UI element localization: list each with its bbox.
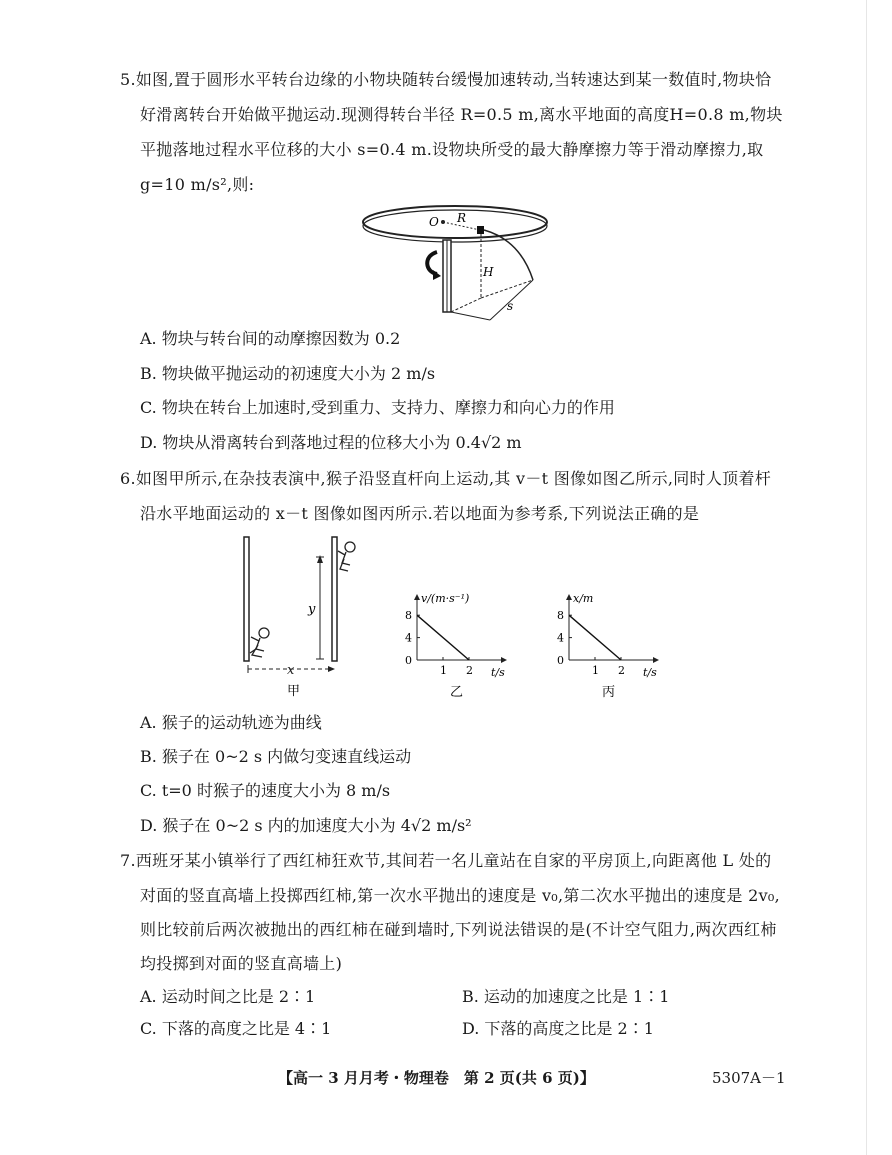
scan-edge-divider — [866, 0, 867, 1155]
chart-yi — [393, 583, 533, 703]
q5-line-3: 平抛落地过程水平位移的大小 s=0.4 m.设物块所受的最大静摩擦力等于滑动摩擦力,取 — [140, 140, 764, 159]
monkey-pole-figure — [232, 533, 362, 698]
x-tick-label: 2 — [466, 664, 473, 677]
page-footer: 【高一 3 月月考・物理卷 第 2 页(共 6 页)】 — [278, 1069, 595, 1087]
chart-caption: 乙 — [450, 685, 464, 700]
q5-option-c: C. 物块在转台上加速时,受到重力、支持力、摩擦力和向心力的作用 — [140, 398, 615, 417]
x-tick-label: 1 — [440, 664, 447, 677]
q5-line-1: 5.如图,置于圆形水平转台边缘的小物块随转台缓慢加速转动,当转速达到某一数值时,物块恰 — [120, 70, 772, 89]
q7-line-4: 均投掷到对面的竖直高墙上) — [140, 954, 343, 973]
q7-line-1: 7.西班牙某小镇举行了西红柿狂欢节,其间若一名儿童站在自家的平房顶上,向距离他 L 处的 — [120, 851, 772, 870]
label-o: O — [429, 215, 439, 229]
q7-option-d: D. 下落的高度之比是 2∶1 — [462, 1019, 654, 1038]
q7-line-2: 对面的竖直高墙上投掷西红柿,第一次水平抛出的速度是 v₀,第二次水平抛出的速度是 2v₀, — [140, 886, 781, 905]
q7-line-3: 则比较前后两次被抛出的西红柿在碰到墙时,下列说法错误的是(不计空气阻力,两次西红柿 — [140, 920, 777, 939]
q5-option-d: D. 物块从滑离转台到落地过程的位移大小为 0.4√2 m — [140, 433, 522, 452]
turntable-figure — [355, 200, 555, 325]
chart-caption: 丙 — [602, 685, 616, 700]
label-y: y — [308, 602, 316, 617]
q6-line-2: 沿水平地面运动的 x－t 图像如图丙所示.若以地面为参考系,下列说法正确的是 — [140, 504, 700, 523]
label-h: H — [483, 265, 494, 279]
x-axis-arrow — [653, 657, 659, 663]
q7-option-c: C. 下落的高度之比是 4∶1 — [140, 1019, 332, 1038]
label-r: R — [457, 211, 467, 225]
q6-option-a: A. 猴子的运动轨迹为曲线 — [140, 713, 322, 732]
x-tick-label: 1 — [592, 664, 599, 677]
q7-option-b: B. 运动的加速度之比是 1∶1 — [462, 987, 670, 1006]
x-tick-label: 2 — [618, 664, 625, 677]
q6-line-1: 6.如图甲所示,在杂技表演中,猴子沿竖直杆向上运动,其 v－t 图像如图乙所示,同时人顶着杆 — [120, 469, 772, 488]
y-tick-label: 0 — [557, 654, 564, 667]
q5-option-a: A. 物块与转台间的动摩擦因数为 0.2 — [140, 329, 401, 348]
y-tick-label: 8 — [405, 609, 412, 623]
x-axis-label: t/s — [643, 666, 657, 679]
y-axis-arrow — [414, 594, 420, 600]
series-line — [417, 615, 469, 660]
q7-option-a: A. 运动时间之比是 2∶1 — [140, 987, 316, 1006]
y-axis-arrow — [566, 594, 572, 600]
q5-line-2: 好滑离转台开始做平抛运动.现测得转台半径 R=0.5 m,离水平地面的高度H=0.8 m,物块 — [140, 105, 783, 124]
y-axis-label: x/m — [573, 592, 594, 605]
y-tick-label: 4 — [405, 631, 412, 645]
y-tick-label: 8 — [557, 609, 564, 623]
q6-option-c: C. t=0 时猴子的速度大小为 8 m/s — [140, 781, 391, 800]
x-axis-arrow — [501, 657, 507, 663]
paper-code: 5307A－1 — [712, 1069, 786, 1087]
q6-option-d: D. 猴子在 0~2 s 内的加速度大小为 4√2 m/s² — [140, 816, 472, 835]
series-line — [569, 615, 621, 660]
y-tick-label: 4 — [557, 631, 564, 645]
q5-line-4: g=10 m/s²,则: — [140, 175, 255, 194]
y-axis-label: v/(m·s⁻¹) — [421, 592, 470, 605]
q6-option-b: B. 猴子在 0~2 s 内做匀变速直线运动 — [140, 747, 412, 766]
x-axis-label: t/s — [491, 666, 505, 679]
y-tick-label: 0 — [405, 654, 412, 667]
q5-option-b: B. 物块做平抛运动的初速度大小为 2 m/s — [140, 364, 436, 383]
caption-jia: 甲 — [287, 684, 301, 698]
label-x: x — [287, 663, 295, 678]
chart-bing — [545, 583, 685, 703]
label-s: s — [507, 299, 514, 313]
